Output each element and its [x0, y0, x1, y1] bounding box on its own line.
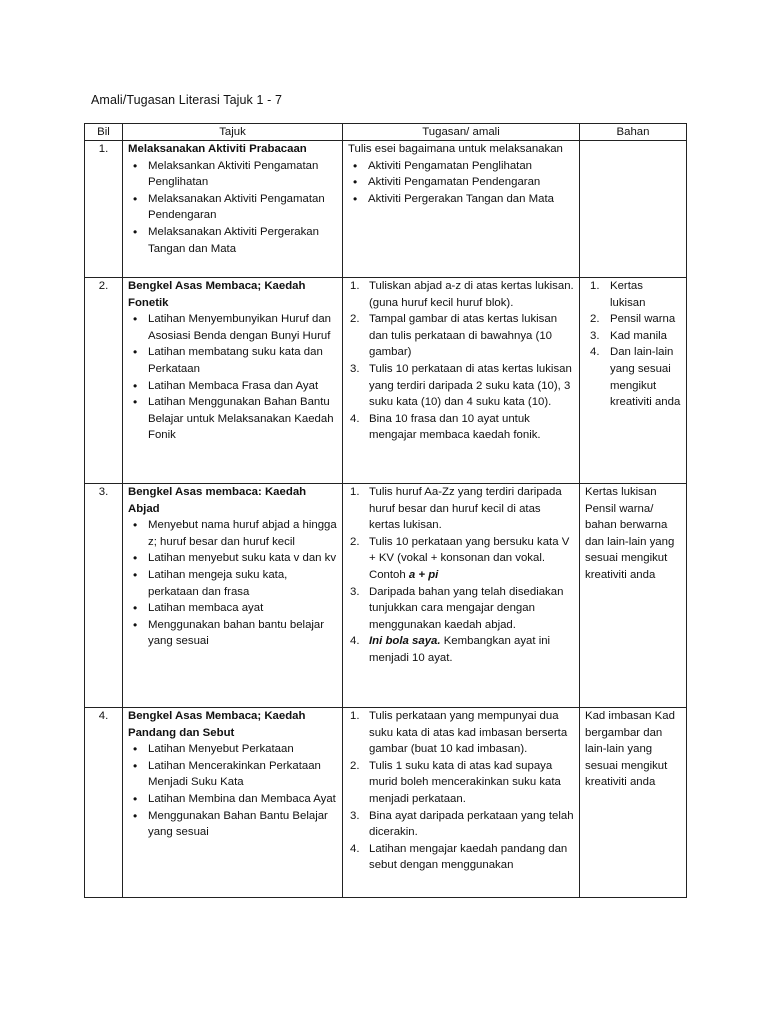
document-title: Amali/Tugasan Literasi Tajuk 1 - 7 — [91, 93, 282, 107]
tugasan-cell — [343, 484, 580, 708]
list-item — [350, 841, 574, 874]
tugasan-list — [348, 484, 574, 667]
item-text: Latihan mengajar kaedah pandang dan sebut dengan menggunakan — [369, 842, 568, 872]
item-number: 1. — [350, 710, 360, 722]
bil-cell: 1. — [85, 141, 123, 278]
list-item: • Aktiviti Pengamatan Pendengaran — [368, 174, 574, 191]
list-item: • Latihan Menyebut Perkataan — [148, 741, 337, 758]
list-item: • Latihan Membaca Frasa dan Ayat — [148, 378, 337, 395]
bahan-list — [585, 278, 681, 411]
list-item — [350, 708, 574, 758]
item-number: 3. — [350, 809, 360, 822]
item-text: Kad manila — [610, 329, 667, 342]
item-text: Tuliskan abjad a-z di atas kertas lukisan. (guna huruf kecil huruf blok). — [369, 280, 574, 309]
item-text: Bina 10 frasa dan 10 ayat untuk mengajar membaca kaedah fonik. — [369, 412, 541, 442]
bahan-cell — [580, 278, 687, 484]
bil-cell: 4. — [85, 708, 123, 898]
tugasan-intro: Tulis esei bagaimana untuk melaksanakan — [348, 143, 563, 155]
table-row — [85, 278, 687, 484]
tajuk-list — [128, 517, 337, 650]
list-item: • Melaksanakan Aktiviti Pergerakan Tangan dan Mata — [148, 224, 337, 257]
item-text: Kembangkan ayat ini menjadi 10 ayat. — [369, 635, 551, 664]
example-sentence: Ini bola saya. — [369, 635, 441, 648]
item-number: 2. — [350, 313, 360, 326]
list-item — [350, 808, 574, 841]
item-text: Pensil warna — [610, 313, 676, 326]
tajuk-cell — [123, 278, 343, 484]
item-text: Tulis 10 perkataan yang bersuku kata V + KV (vokal + konsonan dan vokal. Contoh — [369, 535, 570, 581]
item-text: Tulis 1 suku kata di atas kad supaya murid boleh mencerakinkan suku kata menjadi perkataan. — [369, 759, 561, 805]
list-item: • Latihan Menyembunyikan Huruf dan Asosiasi Benda dengan Bunyi Huruf — [148, 311, 337, 344]
table-row — [85, 484, 687, 708]
list-item: • Latihan Mencerakinkan Perkataan Menjadi Suku Kata — [148, 758, 337, 791]
item-number: 4. — [350, 842, 360, 855]
list-item — [350, 311, 574, 361]
tajuk-title: Bengkel Asas Membaca; Kaedah Fonetik — [128, 280, 306, 309]
item-number: 4. — [590, 346, 600, 359]
item-number: 1. — [590, 280, 600, 292]
bahan-cell — [580, 484, 687, 708]
header-tajuk: Tajuk — [123, 124, 343, 141]
tajuk-list — [128, 311, 337, 444]
item-number: 1. — [350, 486, 360, 498]
list-item — [590, 328, 681, 345]
list-item — [350, 361, 574, 411]
item-number: 4. — [350, 412, 360, 425]
list-item: • Latihan menyebut suku kata v dan kv — [148, 550, 337, 567]
list-item: • Latihan Membina dan Membaca Ayat — [148, 791, 337, 808]
tajuk-cell — [123, 708, 343, 898]
list-item — [590, 311, 681, 328]
tugasan-cell — [343, 278, 580, 484]
list-item — [350, 534, 574, 584]
tajuk-title: Bengkel Asas Membaca; Kaedah Pandang dan Sebut — [128, 710, 306, 739]
assignment-table — [84, 123, 687, 898]
bahan-text: Kertas lukisan Pensil warna/ bahan berwarna dan lain-lain yang sesuai mengikut kreativiti anda — [585, 486, 675, 581]
item-number: 3. — [350, 362, 360, 375]
tajuk-title: Melaksanakan Aktiviti Prabacaan — [128, 143, 307, 155]
tajuk-title: Bengkel Asas membaca: Kaedah Abjad — [128, 486, 307, 515]
item-number: 3. — [350, 585, 360, 598]
list-item: • Menyebut nama huruf abjad a hingga z; huruf besar dan huruf kecil — [148, 517, 337, 550]
item-number: 2. — [590, 313, 600, 326]
bahan-text: Kad imbasan Kad bergambar dan lain-lain yang sesuai mengikut kreativiti anda — [585, 710, 675, 789]
bahan-cell — [580, 708, 687, 898]
tajuk-cell — [123, 141, 343, 278]
example-formula: a + pi — [408, 568, 439, 581]
list-item — [350, 758, 574, 808]
table-header-row — [85, 124, 687, 141]
tugasan-list — [348, 708, 574, 874]
list-item — [350, 584, 574, 634]
list-item: • Latihan membaca ayat — [148, 600, 337, 617]
list-item — [350, 411, 574, 444]
item-text: Bina ayat daripada perkataan yang telah dicerakin. — [369, 809, 574, 839]
header-tugasan: Tugasan/ amali — [343, 124, 580, 141]
header-bahan: Bahan — [580, 124, 687, 141]
list-item — [590, 278, 681, 311]
list-item: • Aktiviti Pergerakan Tangan dan Mata — [368, 191, 574, 208]
list-item: • Latihan mengeja suku kata, perkataan dan frasa — [148, 567, 337, 600]
tugasan-cell — [343, 708, 580, 898]
list-item: • Menggunakan bahan bantu belajar yang sesuai — [148, 617, 337, 650]
list-item — [350, 278, 574, 311]
list-item — [590, 344, 681, 410]
item-text: Daripada bahan yang telah disediakan tunjukkan cara mengajar dengan menggunakan kaedah abjad. — [369, 585, 564, 631]
bil-cell: 2. — [85, 278, 123, 484]
list-item: • Latihan Menggunakan Bahan Bantu Belajar untuk Melaksanakan Kaedah Fonik — [148, 394, 337, 444]
list-item — [350, 633, 574, 666]
item-number: 4. — [350, 635, 360, 648]
tajuk-list — [128, 158, 337, 258]
item-number: 2. — [350, 759, 360, 772]
tajuk-cell — [123, 484, 343, 708]
bahan-cell — [580, 141, 687, 278]
item-text: Tampal gambar di atas kertas lukisan dan tulis perkataan di bawahnya (10 gambar) — [369, 313, 558, 359]
item-text: Tulis perkataan yang mempunyai dua suku kata di atas kad imbasan berserta gambar (buat 10 kad imbasan). — [369, 710, 568, 756]
header-bil: Bil — [85, 124, 123, 141]
list-item: • Melaksankan Aktiviti Pengamatan Penglihatan — [148, 158, 337, 191]
list-item: • Menggunakan Bahan Bantu Belajar yang sesuai — [148, 808, 337, 841]
item-number: 3. — [590, 329, 600, 342]
item-text: Kertas lukisan — [610, 280, 646, 309]
tugasan-list — [348, 278, 574, 444]
list-item — [350, 484, 574, 534]
item-text: Dan lain-lain yang sesuai mengikut kreativiti anda — [610, 346, 681, 409]
item-text: Tulis huruf Aa-Zz yang terdiri daripada huruf besar dan huruf kecil di atas kertas lukisan. — [369, 486, 562, 532]
tajuk-list — [128, 741, 337, 841]
list-item: • Latihan membatang suku kata dan Perkataan — [148, 344, 337, 377]
tugasan-cell — [343, 141, 580, 278]
table-row — [85, 141, 687, 278]
bil-cell: 3. — [85, 484, 123, 708]
table-row — [85, 708, 687, 898]
tugasan-list — [348, 158, 574, 208]
list-item: • Aktiviti Pengamatan Penglihatan — [368, 158, 574, 175]
item-text: Tulis 10 perkataan di atas kertas lukisan yang terdiri daripada 2 suku kata (10), 3 suku kata (10) dan 4 suku kata (10). — [369, 362, 572, 409]
item-number: 1. — [350, 280, 360, 292]
item-number: 2. — [350, 535, 360, 548]
list-item: • Melaksanakan Aktiviti Pengamatan Pendengaran — [148, 191, 337, 224]
